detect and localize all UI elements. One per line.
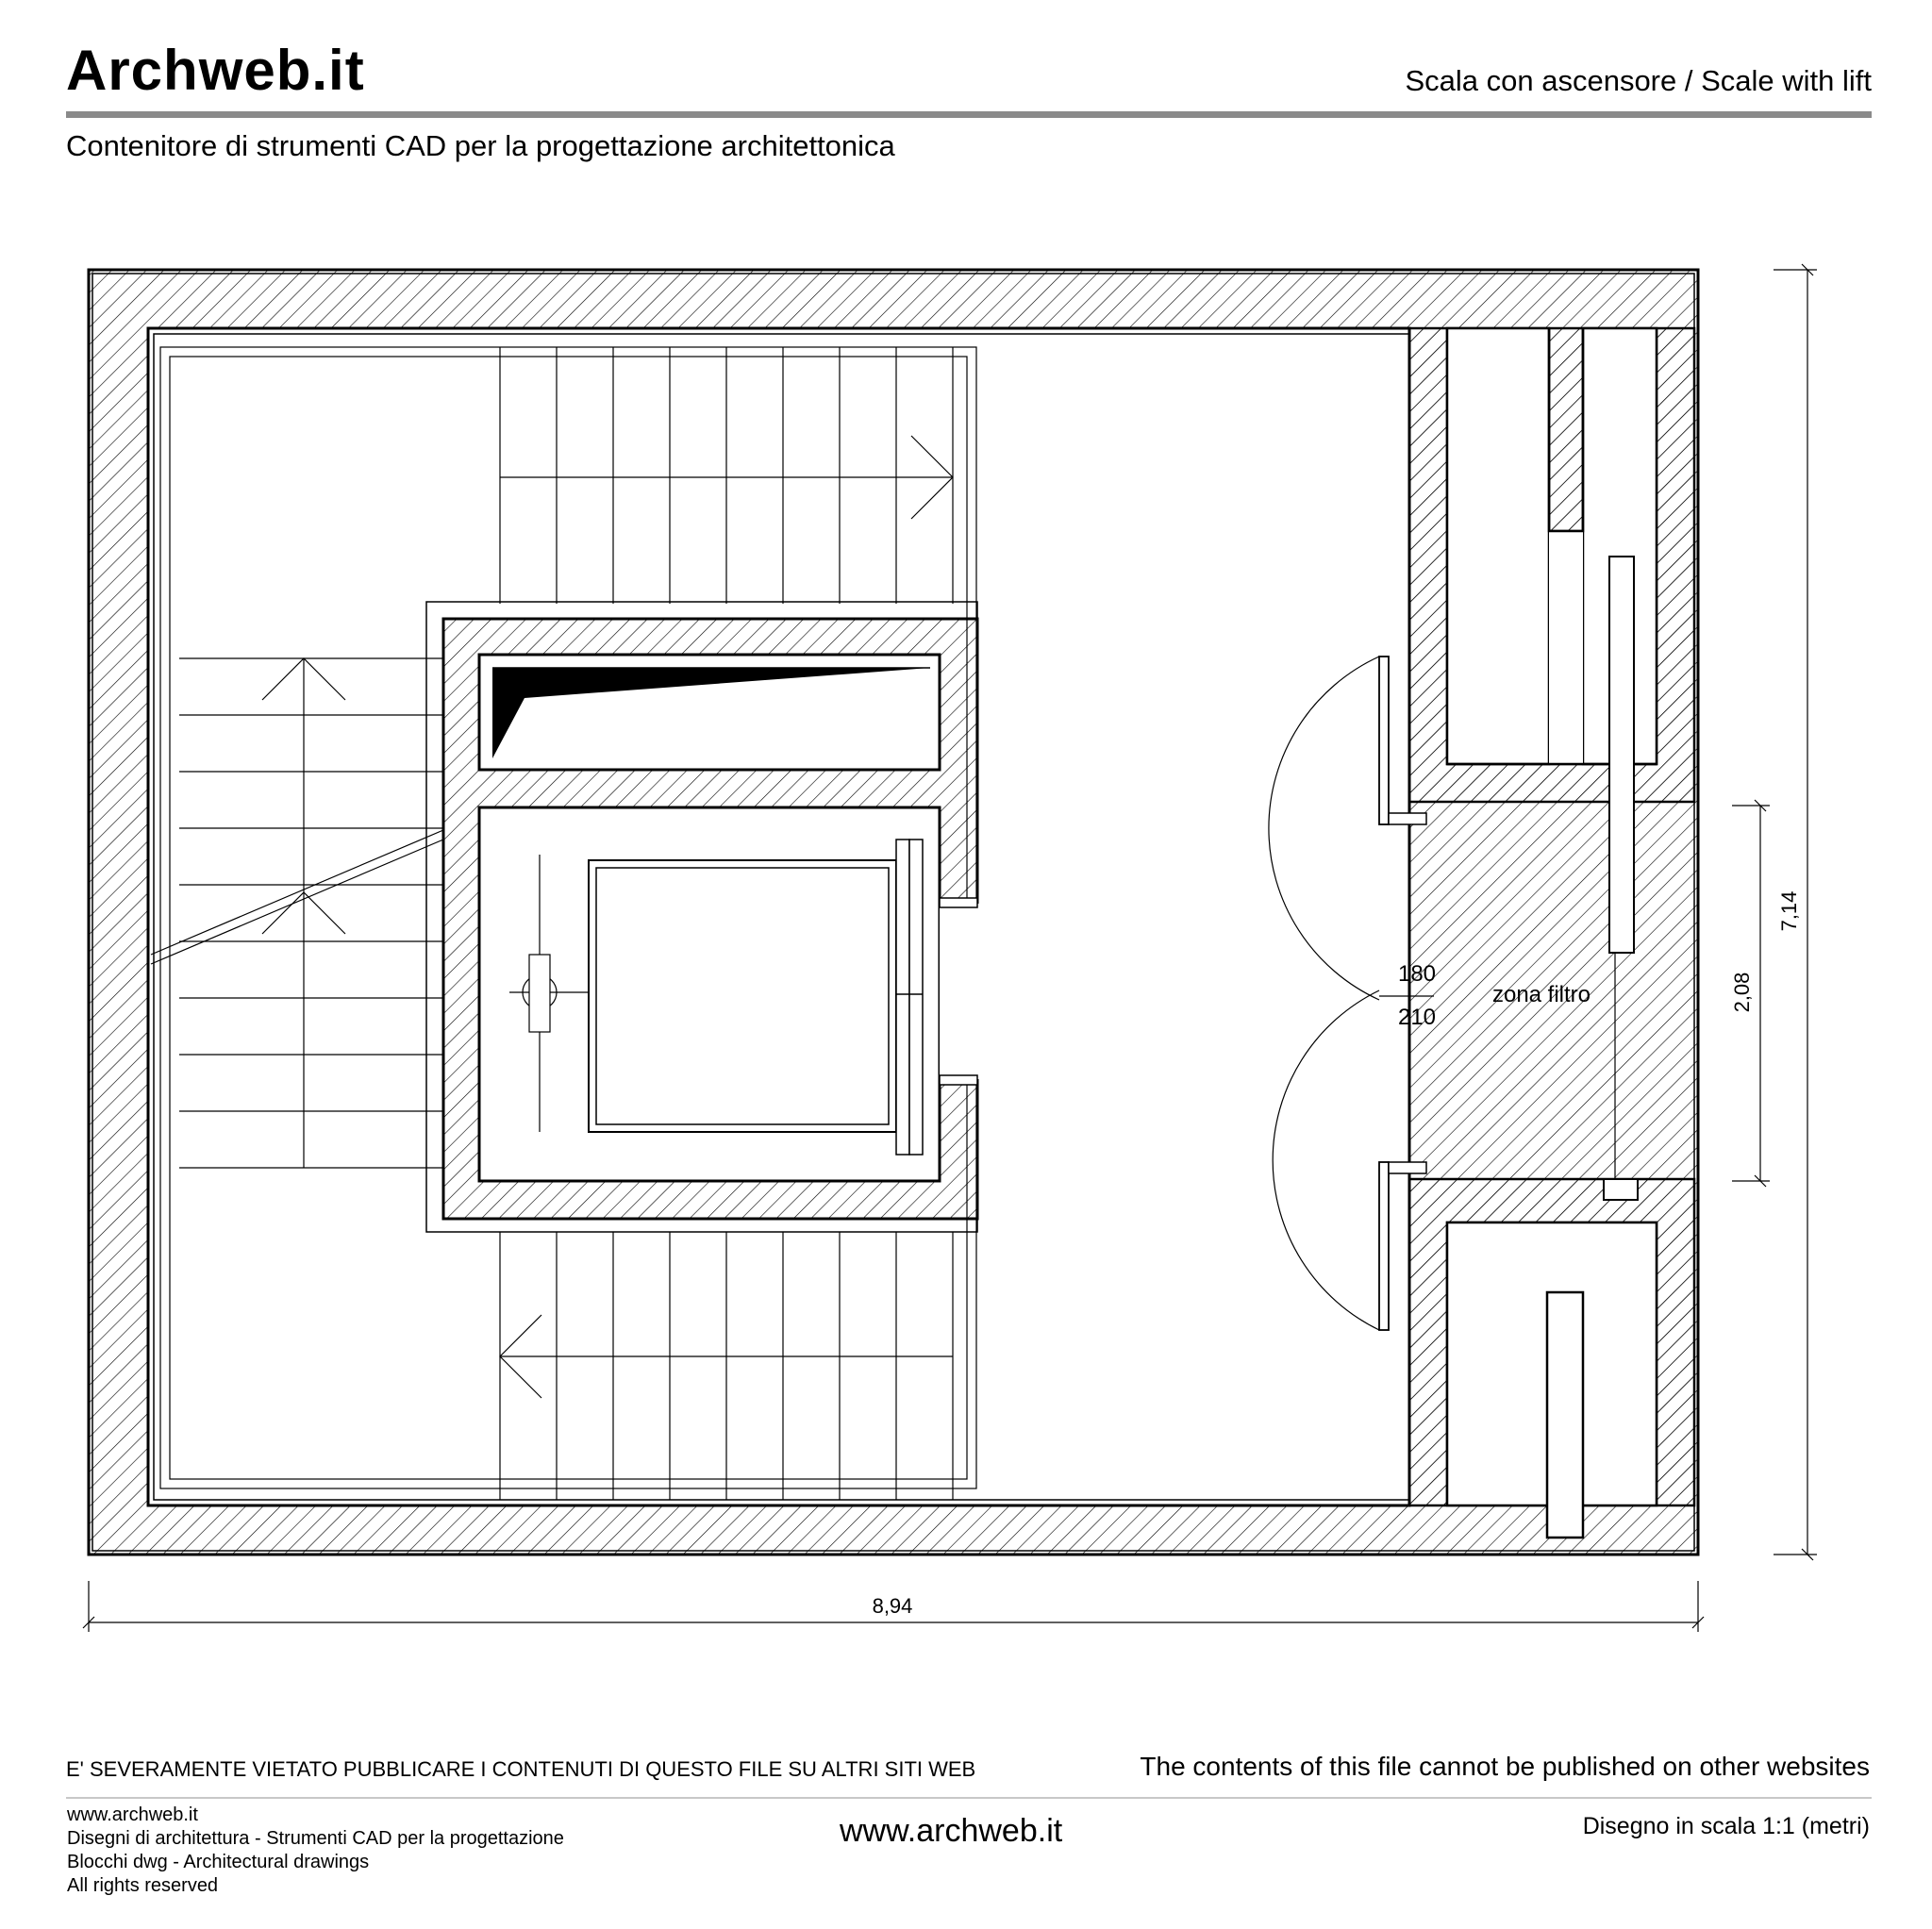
warning-english: The contents of this file cannot be published on other websites: [1140, 1752, 1870, 1781]
door-leaf-bottom: [1379, 1162, 1389, 1330]
lift-car: [589, 860, 896, 1132]
drawing-subtitle: Contenitore di strumenti CAD per la progettazione architettonica: [66, 129, 895, 162]
warning-italian: E' SEVERAMENTE VIETATO PUBBLICARE I CONTENUTI DI QUESTO FILE SU ALTRI SITI WEB: [66, 1757, 976, 1781]
dimension-height-label: 7,14: [1777, 890, 1801, 932]
zone-label: zona filtro: [1491, 982, 1591, 1007]
lower-flight: [500, 1232, 953, 1500]
door-height-label: 210: [1397, 1005, 1437, 1030]
door-width-label: 180: [1397, 961, 1437, 987]
footer-line: All rights reserved: [67, 1875, 219, 1896]
brand-logo: Archweb.it: [66, 39, 365, 102]
scale-note: Disegno in scala 1:1 (metri): [1582, 1813, 1870, 1839]
footer-line: Disegni di architettura - Strumenti CAD per la progettazione: [67, 1828, 564, 1849]
footer-rule: [66, 1797, 1872, 1799]
door-leaf-top: [1379, 657, 1389, 824]
drawing-title: Scala con ascensore / Scale with lift: [1405, 64, 1872, 97]
landing-flight: [151, 658, 443, 1168]
dimension-width-label: 8,94: [872, 1594, 913, 1618]
shaft-column: [1547, 1292, 1583, 1538]
footer-credits: [67, 1804, 564, 1898]
door-swings: [1269, 657, 1379, 1330]
footer-url: www.archweb.it: [840, 1813, 1063, 1849]
footer-line: www.archweb.it: [67, 1804, 198, 1825]
dimension-filter-label: 2,08: [1730, 972, 1754, 1013]
upper-flight: [500, 347, 953, 604]
footer-line: Blocchi dwg - Architectural drawings: [67, 1852, 370, 1872]
sliding-panel: [1609, 557, 1634, 953]
